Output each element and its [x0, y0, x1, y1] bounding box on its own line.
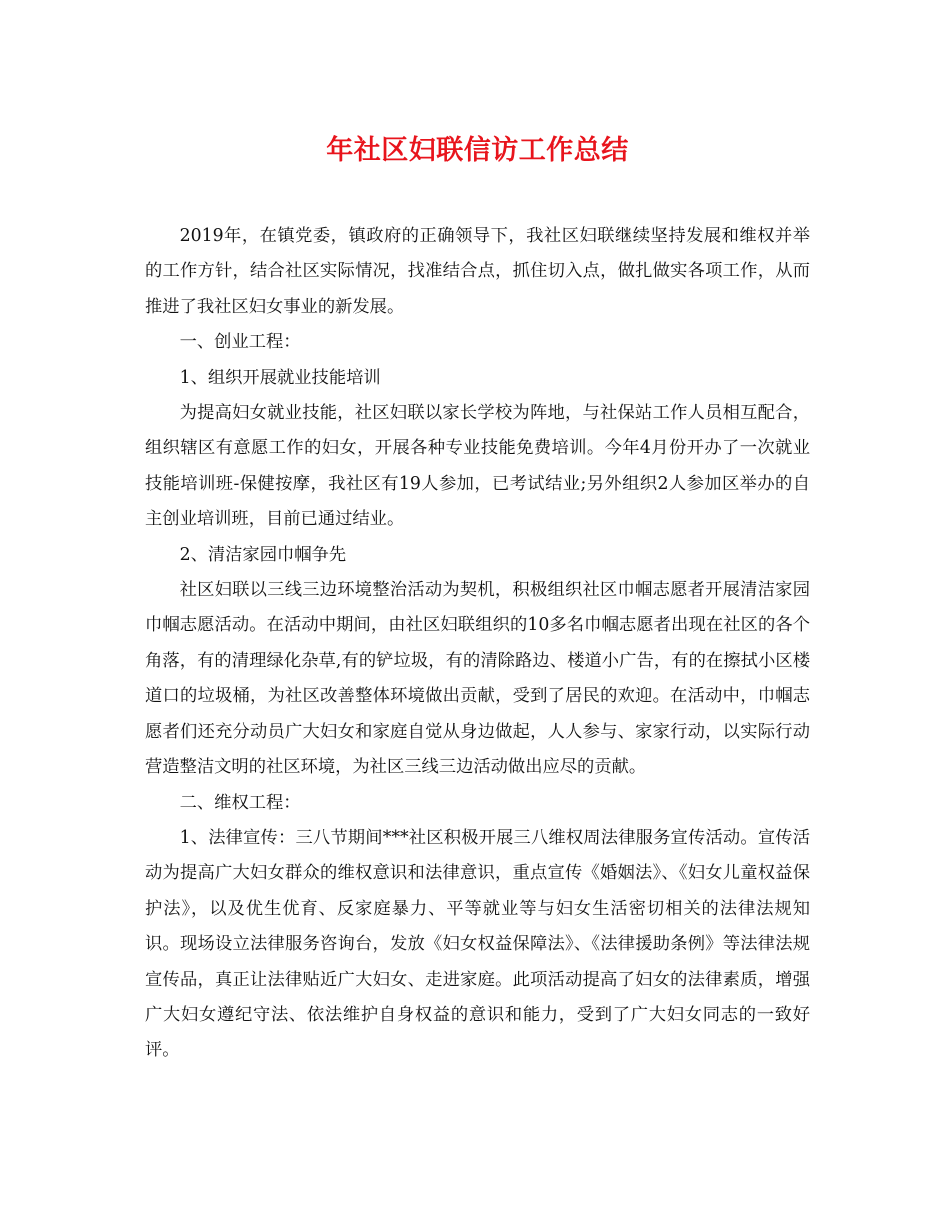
section-heading-rights-protection: 二、维权工程： — [179, 792, 301, 813]
intro-paragraph: 2019年，在镇党委，镇政府的正确领导下，我社区妇联继续坚持发展和维权并举的工作方针，结合社区实际情况，找准结合点，抓住切入点，做扎做实各项工作，从而推进了我社区妇女事业的新发展。 — [145, 226, 810, 317]
subsection-heading-clean-home: 2、清洁家园巾帼争先 — [179, 544, 347, 565]
subsection-heading-skills-training: 1、组织开展就业技能培训 — [179, 367, 381, 388]
legal-publicity-paragraph: 1、法律宣传：三八节期间***社区积极开展三八维权周法律服务宣传活动。宣传活动为提高广大妇女群众的维权意识和法律意识，重点宣传《婚姻法》、《妇女儿童权益保护法》，以及优生优育、反家庭暴力、平等就业等与妇女生活密切相关的法律法规知识。现场设立法律服务咨询台，发放《妇女权益保障法》、《法律援助条例》等法律法规宣传品，真正让法律贴近广大妇女、走进家庭。此项活动提高了妇女的法律素质，增强广大妇女遵纪守法、依法维护自身权益的意识和能力，受到了广大妇女同志的一致好评。 — [145, 827, 810, 1061]
clean-home-paragraph: 社区妇联以三线三边环境整治活动为契机，积极组织社区巾帼志愿者开展清洁家园巾帼志愿活动。在活动中期间，由社区妇联组织的10多名巾帼志愿者出现在社区的各个角落，有的清理绿化杂草,有的铲垃圾，有的清除路边、楼道小广告，有的在擦拭小区楼道口的垃圾桶，为社区改善整体环境做出贡献，受到了居民的欢迎。在活动中，巾帼志愿者们还充分动员广大妇女和家庭自觉从身边做起，人人参与、家家行动，以实际行动营造整洁文明的社区环境，为社区三线三边活动做出应尽的贡献。 — [145, 580, 810, 778]
document-title: 年社区妇联信访工作总结 — [326, 135, 629, 166]
section-heading-entrepreneurship: 一、创业工程： — [179, 332, 301, 353]
skills-training-paragraph: 为提高妇女就业技能，社区妇联以家长学校为阵地，与社保站工作人员相互配合，组织辖区有意愿工作的妇女，开展各种专业技能免费培训。今年4月份开办了一次就业技能培训班-保健按摩，我社区有19人参加，已考试结业;另外组织2人参加区举办的自主创业培训班，目前已通过结业。 — [145, 403, 810, 530]
